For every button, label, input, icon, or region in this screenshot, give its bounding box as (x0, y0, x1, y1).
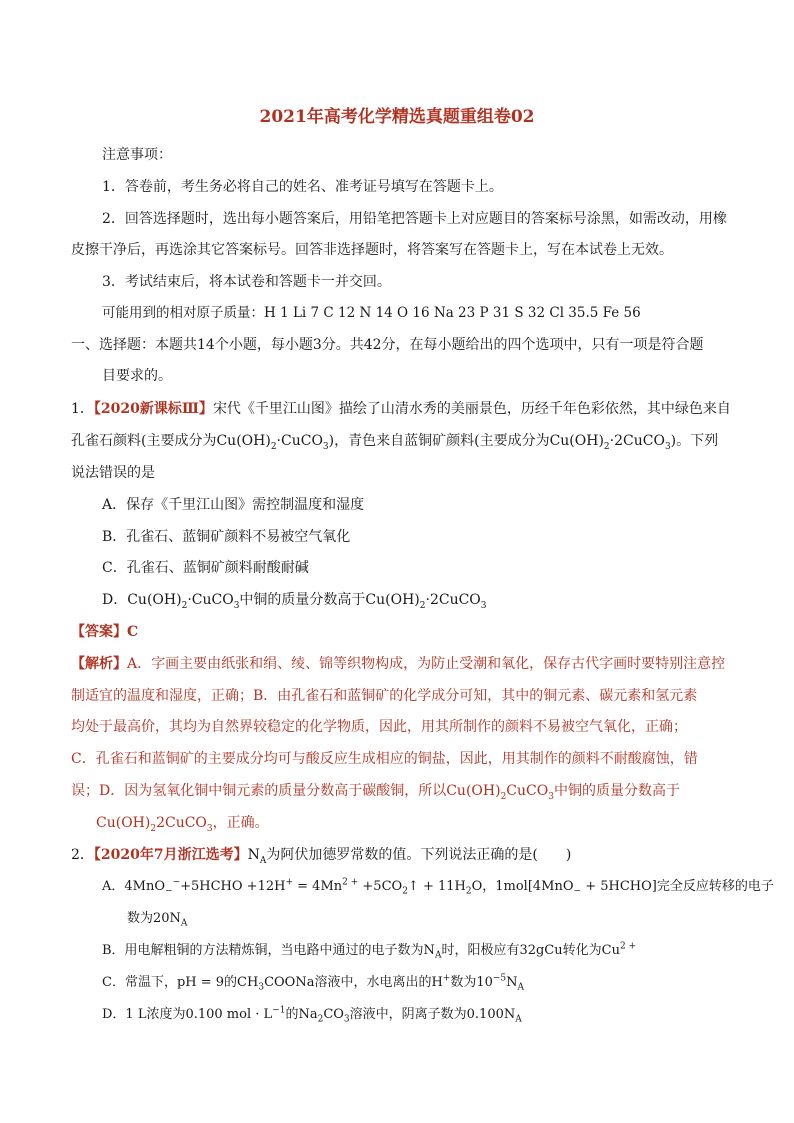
question-1-number: 1． (71, 401, 94, 417)
subscript: 3 (480, 600, 487, 611)
analysis-text: ，正确。 (212, 815, 269, 831)
superscript: − (573, 886, 582, 897)
subscript: 2 (402, 886, 408, 897)
option-text: N (506, 975, 518, 990)
page-title: 2021年高考化学精选真题重组卷02 (259, 107, 535, 127)
option-text: 数为20N (127, 911, 181, 926)
option-text: D．Cu(OH) (102, 592, 182, 608)
question-1-analysis-line-4: C．孔雀石和蓝铜矿的主要成分均可与酸反应生成相应的铜盐，因此，用其制作的颜料不耐酸腐蚀，错 (71, 751, 698, 767)
stem-text: ·2CuCO (609, 433, 665, 449)
subscript: A (515, 1014, 522, 1025)
option-text: + 5HCHO]完全反应转移的电子 (581, 879, 774, 894)
subscript: A (180, 918, 188, 929)
question-1-stem-a: 宋代《千里江山图》描绘了山清水秀的美丽景色，历经千年色彩依然，其中绿色来自 (212, 401, 731, 417)
question-2-option-a (102, 878, 774, 896)
subscript: 2 (317, 1014, 324, 1025)
subscript: 2 (465, 886, 472, 897)
option-text: 的Na (285, 1007, 318, 1022)
superscript: − (172, 877, 181, 888)
question-1-analysis-line-3: 均处于最高价，其均为自然界较稳定的化学物质，因此，用其所制作的颜料不易被空气氧化，正确； (71, 719, 687, 735)
note-2-line-2: 皮擦干净后，再选涂其它答案标号。回答非选择题时，将答案写在答题卡上，写在本试卷上无效。 (71, 242, 673, 258)
subscript: 2 (603, 441, 610, 452)
question-1-analysis-line-2: 制适宜的温度和湿度，正确；B．由孔雀石和蓝铜矿的化学成分可知，其中的铜元素、碳元素和氢元素 (71, 688, 698, 704)
option-text: D．1 L浓度为0.100 mol · L (102, 1007, 273, 1022)
stem-text: N (247, 847, 260, 863)
section-1-heading-line-2: 目要求的。 (102, 368, 172, 384)
question-1-stem-line-2 (71, 432, 718, 450)
option-text: A．4MnO (102, 879, 166, 894)
question-1-answer (71, 623, 138, 641)
option-text: 溶液中，阴离子数为0.100N (349, 1007, 516, 1022)
subscript: 2 (270, 441, 277, 452)
superscript: 2 + (619, 941, 637, 952)
question-1-analysis-line-1 (71, 655, 725, 673)
question-2-option-b (102, 942, 636, 960)
subscript: 2 (500, 791, 507, 802)
option-text: CO (323, 1007, 344, 1022)
question-2-option-d (102, 1006, 522, 1024)
option-text: O，1mol[4MnO (471, 879, 574, 894)
analysis-text: 中铜的质量分数高于 (553, 783, 680, 799)
option-text: 中铜的质量分数高于Cu(OH) (239, 592, 420, 608)
superscript: − (165, 886, 173, 897)
option-text: B．用电解粗铜的方法精炼铜，当电路中通过的电子数为N (102, 943, 435, 958)
question-1-source: 【2020新课标Ⅲ】 (93, 401, 213, 417)
atomic-masses: 可能用到的相对原子质量：H 1 Li 7 C 12 N 14 O 16 Na 23 P 31 S 32 Cl 35.5 Fe 56 (102, 305, 641, 321)
subscript: 2 (181, 600, 188, 611)
option-text: +5CO (358, 879, 403, 894)
stem-text: )。下列 (670, 433, 719, 449)
superscript: 2 + (342, 877, 359, 888)
question-1-stem-line-1 (71, 400, 731, 418)
stem-text: 为阿伏加德罗常数的值。下列说法正确的是( ) (266, 847, 572, 863)
superscript: + (442, 973, 451, 984)
subscript: 2 (419, 600, 426, 611)
analysis-text: 2CuCO (156, 815, 207, 831)
analysis-text: 误；D．因为氢氧化铜中铜元素的质量分数高于碳酸铜，所以Cu(OH) (71, 783, 501, 799)
question-1-option-a: A．保存《千里江山图》需控制温度和湿度 (102, 497, 365, 513)
analysis-text: A．字画主要由纸张和绢、绫、锦等织物构成，为防止受潮和氧化，保存古代字画时要特别注意控 (127, 656, 726, 672)
stem-text: )，青色来自蓝铜矿颜料(主要成分为Cu(OH) (328, 433, 604, 449)
question-1-option-b: B．孔雀石、蓝铜矿颜料不易被空气氧化 (102, 529, 351, 545)
subscript: 3 (258, 982, 265, 993)
answer-value: C (127, 624, 139, 640)
question-2-option-c (102, 974, 524, 992)
note-2-line-1: 2．回答选择题时，选出每小题答案后，用铅笔把答题卡上对应题目的答案标号涂黑，如需改动，用橡 (102, 211, 727, 227)
note-3: 3．考试结束后，将本试卷和答题卡一并交回。 (102, 274, 391, 290)
analysis-label: 【解析】 (71, 656, 127, 672)
option-text: ·CuCO (187, 592, 234, 608)
option-text: ↑ + 11H (407, 879, 466, 894)
superscript: −1 (272, 1005, 286, 1016)
question-2-stem (71, 846, 571, 864)
subscript: 3 (343, 1014, 350, 1025)
subscript: 3 (206, 823, 213, 834)
analysis-text: Cu(OH) (96, 815, 151, 831)
superscript: −5 (492, 973, 507, 984)
question-2-option-a-line-2 (127, 910, 187, 928)
question-2-number: 2． (71, 847, 94, 863)
note-1: 1．答卷前，考生务必将自己的姓名、准考证号填写在答题卡上。 (102, 179, 503, 195)
option-text: +5HCHO +12H (180, 879, 286, 894)
analysis-text: CuCO (506, 783, 549, 799)
subscript: 3 (233, 600, 240, 611)
question-1-stem-line-3: 说法错误的是 (71, 465, 155, 481)
question-2-source: 【2020年7月浙江选考】 (93, 847, 248, 863)
subscript: 3 (322, 441, 329, 452)
question-1-analysis-line-6 (96, 814, 269, 832)
option-text: 时，阳极应有32gCu转化为Cu (441, 943, 620, 958)
subscript: A (434, 950, 442, 961)
subscript: 2 (150, 823, 157, 834)
section-1-heading-line-1: 一、选择题：本题共14个小题，每小题3分。共42分，在每小题给出的四个选项中，只有一项是符合题 (71, 337, 704, 353)
notes-heading: 注意事项： (102, 147, 172, 163)
superscript: + (285, 877, 294, 888)
stem-text: ·CuCO (276, 433, 323, 449)
subscript: A (517, 982, 525, 993)
answer-label: 【答案】 (71, 624, 127, 640)
subscript: A (259, 855, 267, 866)
subscript: 3 (548, 791, 554, 802)
option-text: C．常温下，pH = 9的CH (102, 975, 259, 990)
question-1-option-d (102, 591, 487, 609)
option-text: = 4Mn (293, 879, 343, 894)
question-1-option-c: C．孔雀石、蓝铜矿颜料耐酸耐碱 (102, 560, 309, 576)
question-1-analysis-line-5 (71, 782, 680, 800)
option-text: COONa溶液中，水电离出的H (264, 975, 443, 990)
option-text: 数为10 (450, 975, 493, 990)
option-text: ·2CuCO (425, 592, 481, 608)
stem-text: 孔雀石颜料(主要成分为Cu(OH) (71, 433, 271, 449)
subscript: 3 (664, 441, 671, 452)
